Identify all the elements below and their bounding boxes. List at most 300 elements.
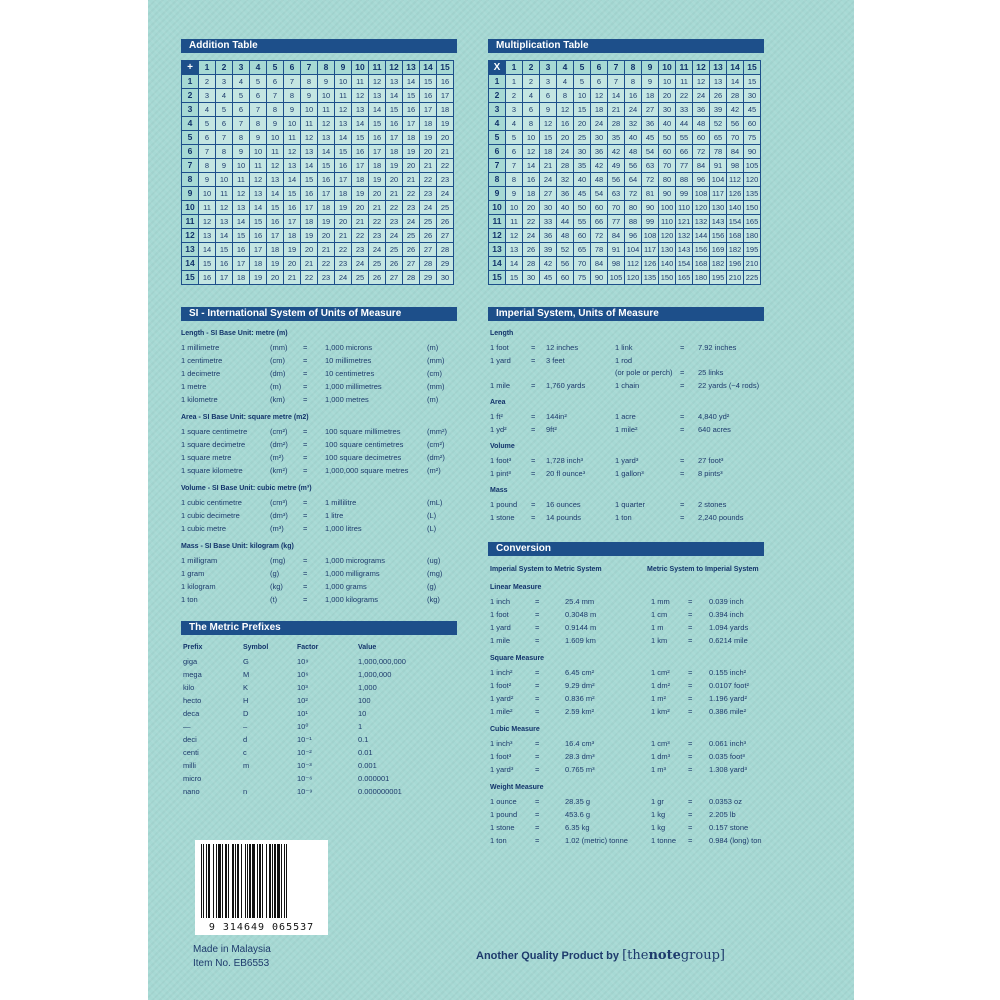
prefix-cell: —: [183, 722, 191, 731]
table-cell: 24: [386, 229, 403, 243]
conversion-cell: 0.157 stone: [709, 823, 749, 832]
table-cell: 7: [250, 103, 267, 117]
table-cell: 26: [523, 243, 540, 257]
conversion-cell: 1 km²: [651, 707, 670, 716]
si-cell: (cm²): [427, 440, 445, 449]
section-heading: Weight Measure: [490, 784, 544, 791]
imperial-cell: =: [531, 343, 536, 352]
table-cell: 11: [352, 75, 369, 89]
table-cell: 6: [216, 117, 233, 131]
si-cell: 1,000 microns: [325, 343, 373, 352]
table-row: [489, 89, 761, 103]
row-header: 3: [489, 103, 506, 117]
section-heading: Area: [490, 399, 506, 406]
prefix-cell: deci: [183, 735, 197, 744]
section-heading: Linear Measure: [490, 584, 542, 591]
table-cell: 25: [352, 271, 369, 285]
table-cell: 36: [642, 117, 659, 131]
table-cell: 22: [318, 257, 335, 271]
table-cell: 9: [642, 75, 659, 89]
imperial-cell: 1 chain: [615, 380, 640, 390]
table-cell: 63: [642, 159, 659, 173]
table-cell: 21: [540, 159, 557, 173]
table-cell: 15: [233, 229, 250, 243]
table-cell: 104: [625, 243, 642, 257]
table-cell: 98: [608, 257, 625, 271]
table-cell: 64: [625, 173, 642, 187]
table-cell: 8: [557, 89, 574, 103]
table-cell: 12: [557, 103, 574, 117]
table-cell: 180: [744, 229, 761, 243]
table-cell: 3: [506, 103, 523, 117]
imperial-cell: =: [531, 512, 536, 522]
conversion-cell: 1 m²: [651, 694, 666, 703]
table-cell: 75: [744, 131, 761, 145]
table-cell: 18: [540, 145, 557, 159]
row-header: 13: [182, 243, 199, 257]
table-cell: 28: [420, 257, 437, 271]
table-cell: 45: [540, 271, 557, 285]
table-cell: 11: [250, 159, 267, 173]
section-heading: Mass: [490, 487, 508, 494]
table-cell: 13: [301, 145, 318, 159]
table-cell: 15: [506, 271, 523, 285]
table-cell: 8: [216, 145, 233, 159]
column-header: 6: [284, 61, 301, 75]
table-cell: 42: [540, 257, 557, 271]
si-cell: 100 square millimetres: [325, 427, 401, 436]
conversion-cell: 1 kg: [651, 823, 666, 832]
table-cell: 13: [250, 187, 267, 201]
conversion-cell: 1.308 yard³: [709, 765, 747, 774]
si-cell: (g): [427, 582, 437, 591]
table-cell: 24: [369, 243, 386, 257]
table-cell: 30: [574, 145, 591, 159]
table-cell: 19: [250, 271, 267, 285]
table-cell: 22: [403, 187, 420, 201]
barcode-bars: [201, 844, 322, 918]
conversion-cell: 2.205 lb: [709, 810, 736, 819]
conversion-cell: =: [535, 707, 540, 716]
imperial-cell: 1 mile²: [615, 424, 638, 434]
conversion-cell: =: [688, 707, 693, 716]
table-cell: 17: [386, 131, 403, 145]
si-cell: (dm³): [270, 511, 288, 520]
table-cell: 30: [523, 271, 540, 285]
table-cell: 10: [506, 201, 523, 215]
si-cell: (m): [427, 343, 439, 352]
row-header: 11: [489, 215, 506, 229]
table-cell: 18: [523, 187, 540, 201]
conversion-cell: 0.035 foot³: [709, 752, 745, 761]
imperial-cell: 1 pound: [490, 500, 518, 509]
prefix-cell: nano: [183, 787, 200, 796]
table-cell: 16: [523, 173, 540, 187]
table-cell: 50: [574, 201, 591, 215]
conversion-cell: 1 yard³: [490, 765, 514, 774]
si-cell: 1,000 litres: [325, 524, 362, 533]
si-cell: =: [303, 524, 308, 533]
conversion-cell: =: [688, 810, 693, 819]
conversion-cell: 1 yard: [490, 623, 511, 632]
table-cell: 18: [233, 271, 250, 285]
prefix-cell: m: [243, 761, 250, 770]
conversion-cell: =: [535, 668, 540, 677]
table-cell: 3: [199, 89, 216, 103]
table-cell: 7: [506, 159, 523, 173]
table-cell: 11: [216, 187, 233, 201]
table-cell: 15: [540, 131, 557, 145]
table-cell: 49: [608, 159, 625, 173]
metric-prefixes-title: The Metric Prefixes: [181, 621, 457, 635]
table-cell: 10: [233, 159, 250, 173]
table-cell: 112: [625, 257, 642, 271]
conversion-cell: 1 mile: [490, 636, 511, 645]
imperial-cell: 1 stone: [490, 512, 515, 522]
table-cell: 10: [250, 145, 267, 159]
table-cell: 14: [318, 145, 335, 159]
table-cell: 11: [284, 131, 301, 145]
table-cell: 21: [437, 145, 454, 159]
table-cell: 28: [727, 89, 744, 103]
prefix-cell: K: [243, 683, 249, 692]
conversion-cell: =: [688, 636, 693, 645]
conversion-cell: 1 yard²: [490, 694, 514, 703]
table-cell: 91: [710, 159, 727, 173]
table-cell: 33: [676, 103, 693, 117]
conversion-cell: =: [688, 752, 693, 761]
row-header: 7: [489, 159, 506, 173]
si-cell: (m): [270, 382, 282, 391]
table-cell: 52: [557, 243, 574, 257]
conversion-title: Conversion: [488, 542, 764, 556]
table-cell: 33: [540, 215, 557, 229]
table-cell: 44: [676, 117, 693, 131]
column-header: 7: [608, 61, 625, 75]
table-cell: 121: [676, 215, 693, 229]
column-header: 9: [335, 61, 352, 75]
table-cell: 195: [744, 243, 761, 257]
table-cell: 14: [727, 75, 744, 89]
table-cell: 10: [318, 89, 335, 103]
table-cell: 60: [574, 229, 591, 243]
table-cell: 20: [574, 117, 591, 131]
conversion-cell: =: [535, 739, 540, 748]
table-cell: 35: [574, 159, 591, 173]
table-cell: 15: [284, 187, 301, 201]
table-cell: 14: [335, 131, 352, 145]
table-cell: 12: [335, 103, 352, 117]
multiplication-table: [488, 60, 761, 285]
imperial-units-title: Imperial System, Units of Measure: [488, 307, 764, 321]
imperial-cell: 144in²: [546, 412, 567, 421]
section-heading: Cubic Measure: [490, 726, 540, 733]
table-cell: 30: [540, 201, 557, 215]
table-cell: 4: [216, 89, 233, 103]
imperial-cell: 1 foot: [490, 343, 509, 352]
table-cell: 27: [386, 271, 403, 285]
column-header: 3: [233, 61, 250, 75]
si-cell: (km²): [270, 466, 288, 475]
column-header: 15: [437, 61, 454, 75]
table-cell: 77: [676, 159, 693, 173]
table-row: [182, 215, 454, 229]
table-cell: 15: [352, 131, 369, 145]
table-cell: 88: [676, 173, 693, 187]
prefix-cell: 10⁻¹: [297, 735, 312, 744]
table-cell: 17: [352, 159, 369, 173]
prefix-cell: 1: [358, 722, 363, 731]
row-header: 14: [489, 257, 506, 271]
table-cell: 24: [352, 257, 369, 271]
si-cell: 1 millimetre: [181, 343, 220, 352]
conversion-cell: =: [535, 694, 540, 703]
table-cell: 27: [437, 229, 454, 243]
conversion-cell: 1 mile²: [490, 707, 513, 716]
si-cell: 1 square centimetre: [181, 427, 248, 436]
prefix-cell: 10⁻⁹: [297, 787, 313, 796]
table-row: [489, 271, 761, 285]
row-header: 1: [182, 75, 199, 89]
table-cell: 19: [386, 159, 403, 173]
table-cell: 132: [676, 229, 693, 243]
conversion-cell: =: [688, 694, 693, 703]
imperial-cell: =: [531, 424, 536, 434]
table-row: [182, 243, 454, 257]
prefix-cell: 10⁶: [297, 670, 309, 679]
row-header: 12: [182, 229, 199, 243]
table-row: [182, 89, 454, 103]
table-cell: 16: [335, 159, 352, 173]
column-header: 4: [250, 61, 267, 75]
table-cell: 15: [386, 103, 403, 117]
table-cell: 17: [420, 103, 437, 117]
table-cell: 15: [216, 243, 233, 257]
table-cell: 56: [727, 117, 744, 131]
table-cell: 18: [386, 145, 403, 159]
table-cell: 17: [284, 215, 301, 229]
row-header: 5: [182, 131, 199, 145]
prefix-cell: 0.001: [358, 761, 377, 770]
section-heading: Square Measure: [490, 655, 545, 662]
table-cell: 110: [659, 215, 676, 229]
table-cell: 21: [335, 229, 352, 243]
row-header: 5: [489, 131, 506, 145]
table-row: [182, 159, 454, 173]
table-cell: 2: [506, 89, 523, 103]
prefix-cell: 10: [358, 709, 367, 718]
table-cell: 4: [523, 89, 540, 103]
prefix-cell: M: [243, 670, 250, 679]
made-in-label: Made in Malaysia: [193, 944, 271, 955]
conversion-cell: =: [535, 752, 540, 761]
table-cell: 105: [608, 271, 625, 285]
row-header: 15: [182, 271, 199, 285]
row-header: 7: [182, 159, 199, 173]
imperial-cell: 1 yard: [490, 355, 511, 365]
table-cell: 14: [523, 159, 540, 173]
table-cell: 9: [267, 117, 284, 131]
si-cell: 1 gram: [181, 569, 205, 578]
table-cell: 210: [727, 271, 744, 285]
imperial-cell: 16 ounces: [546, 500, 581, 509]
row-header: 10: [489, 201, 506, 215]
barcode-bar: [286, 844, 287, 918]
si-cell: (mg): [270, 556, 286, 565]
table-cell: 225: [744, 271, 761, 285]
table-cell: 210: [744, 257, 761, 271]
conversion-cell: 1 mm: [651, 597, 670, 606]
table-cell: 25: [386, 243, 403, 257]
conversion-cell: 6.45 cm²: [565, 668, 595, 677]
table-cell: 90: [659, 187, 676, 201]
table-cell: 9: [250, 131, 267, 145]
table-cell: 165: [676, 271, 693, 285]
si-units-title: SI - International System of Units of Measure: [181, 307, 457, 321]
table-cell: 14: [216, 229, 233, 243]
table-cell: 13: [386, 75, 403, 89]
conversion-cell: 0.386 mile²: [709, 707, 747, 716]
si-cell: 100 square decimetres: [325, 453, 402, 462]
table-cell: 5: [506, 131, 523, 145]
table-cell: 7: [233, 117, 250, 131]
table-cell: 13: [335, 117, 352, 131]
imperial-cell: 22 yards (~4 rods): [698, 380, 760, 390]
table-cell: 40: [574, 173, 591, 187]
table-cell: 11: [301, 117, 318, 131]
table-cell: 13: [506, 243, 523, 257]
table-cell: 19: [284, 243, 301, 257]
table-cell: 18: [403, 131, 420, 145]
imperial-cell: =: [680, 456, 685, 465]
conversion-cell: 1 dm²: [651, 681, 671, 690]
si-cell: 1,000 millimetres: [325, 382, 382, 391]
row-header: 14: [182, 257, 199, 271]
conversion-cell: =: [535, 836, 540, 845]
table-cell: 11: [506, 215, 523, 229]
multiplication-table-title: Multiplication Table: [488, 39, 764, 53]
table-cell: 80: [659, 173, 676, 187]
table-cell: 17: [335, 173, 352, 187]
conversion-cell: 1 cm: [651, 610, 668, 619]
barcode-number: 9 314649 065537: [208, 922, 315, 933]
row-header: 11: [182, 215, 199, 229]
si-cell: 1,000 kilograms: [325, 595, 378, 604]
table-cell: 126: [727, 187, 744, 201]
table-cell: 25: [403, 229, 420, 243]
table-cell: 21: [301, 257, 318, 271]
table-cell: 16: [625, 89, 642, 103]
column-header: 1: [199, 61, 216, 75]
table-cell: 26: [710, 89, 727, 103]
si-cell: (mm²): [427, 427, 447, 436]
table-cell: 54: [591, 187, 608, 201]
table-cell: 15: [301, 173, 318, 187]
table-cell: 10: [574, 89, 591, 103]
table-cell: 22: [301, 271, 318, 285]
imperial-cell: 9ft²: [546, 424, 557, 434]
column-header: 11: [369, 61, 386, 75]
conversion-cell: =: [688, 668, 693, 677]
table-cell: 27: [642, 103, 659, 117]
si-cell: (kg): [270, 582, 283, 591]
table-corner: +: [182, 61, 199, 75]
imperial-cell: 1 acre: [615, 412, 636, 421]
table-cell: 24: [335, 271, 352, 285]
si-cell: 1,000 metres: [325, 395, 369, 404]
table-cell: 48: [557, 229, 574, 243]
si-cell: =: [303, 498, 308, 507]
table-cell: 99: [676, 187, 693, 201]
table-cell: 12: [199, 215, 216, 229]
prefix-cell: hecto: [183, 696, 202, 705]
table-cell: 110: [676, 201, 693, 215]
si-cell: (ug): [427, 556, 441, 565]
si-cell: (cm): [427, 369, 442, 378]
table-cell: 84: [727, 145, 744, 159]
table-cell: 11: [318, 103, 335, 117]
table-cell: 72: [642, 173, 659, 187]
si-cell: 1 square decimetre: [181, 440, 246, 449]
table-cell: 19: [369, 173, 386, 187]
table-cell: 132: [693, 215, 710, 229]
imperial-cell: 4,840 yd²: [698, 412, 730, 421]
prefix-cell: deca: [183, 709, 200, 718]
prefix-cell: 0.000001: [358, 774, 390, 783]
table-cell: 23: [437, 173, 454, 187]
table-cell: 24: [557, 145, 574, 159]
table-cell: 17: [216, 271, 233, 285]
si-cell: 1 decimetre: [181, 369, 221, 378]
prefix-cell: 10¹: [297, 709, 308, 718]
conversion-cell: 1 inch³: [490, 739, 513, 748]
table-cell: 21: [284, 271, 301, 285]
si-cell: =: [303, 582, 308, 591]
column-header: 7: [301, 61, 318, 75]
row-header: 4: [489, 117, 506, 131]
table-cell: 24: [693, 89, 710, 103]
conversion-cell: 28.35 g: [565, 797, 591, 806]
imperial-cell: 640 acres: [698, 424, 731, 434]
conversion-cell: =: [535, 636, 540, 645]
table-cell: 48: [693, 117, 710, 131]
barcode: [195, 840, 328, 935]
table-cell: 21: [352, 215, 369, 229]
table-cell: 45: [574, 187, 591, 201]
table-cell: 18: [642, 89, 659, 103]
si-cell: =: [303, 382, 308, 391]
table-cell: 13: [199, 229, 216, 243]
table-cell: 20: [523, 201, 540, 215]
imperial-cell: 1,760 yards: [546, 380, 586, 390]
table-cell: 108: [693, 187, 710, 201]
column-header: 15: [744, 61, 761, 75]
row-header: 6: [489, 145, 506, 159]
conversion-cell: =: [688, 623, 693, 632]
table-cell: 10: [659, 75, 676, 89]
table-cell: 23: [420, 187, 437, 201]
table-cell: 17: [318, 187, 335, 201]
row-header: 9: [489, 187, 506, 201]
si-cell: (g): [270, 569, 280, 578]
table-cell: 12: [591, 89, 608, 103]
table-row: [489, 131, 761, 145]
table-cell: 16: [386, 117, 403, 131]
column-header: 14: [727, 61, 744, 75]
table-cell: 18: [352, 173, 369, 187]
table-cell: 29: [420, 271, 437, 285]
table-cell: 16: [557, 117, 574, 131]
